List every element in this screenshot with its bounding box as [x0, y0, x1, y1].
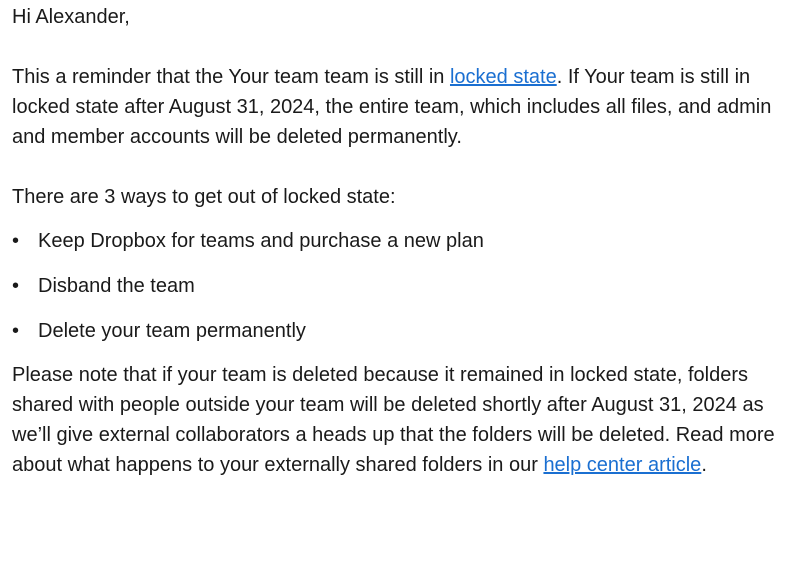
- reminder-text-start: This a reminder that the Your team team is still in: [12, 66, 450, 88]
- list-item: [12, 316, 792, 346]
- list-item-text: Delete your team permanently: [38, 320, 306, 342]
- ways-intro: There are 3 ways to get out of locked state:: [12, 186, 396, 208]
- locked-state-reminder: [12, 62, 792, 152]
- reminder-text-end: . If Your team is still in locked state after August 31, 2024, the entire team, which includes all files, and admin and member accounts will be deleted permanently.: [12, 66, 772, 148]
- greeting: Hi Alexander,: [12, 6, 130, 28]
- ways-list: [12, 226, 792, 346]
- list-item: [12, 226, 792, 256]
- help-center-article-link[interactable]: help center article: [543, 454, 702, 476]
- list-item: [12, 271, 792, 301]
- list-item-text: Disband the team: [38, 275, 195, 297]
- note-text-end: .: [701, 454, 707, 476]
- bullet: •: [12, 275, 20, 297]
- note-text-start: Please note that if your team is deleted because it remained in locked state, folders shared with people outside your team will be deleted shortly after August 31, 2024 as we’ll give external collaborators a heads up that the folders will be deleted. Read more about what happens to your externally shared folders in our: [12, 364, 775, 476]
- locked-state-link[interactable]: locked state: [449, 66, 557, 88]
- bullet: •: [12, 320, 20, 342]
- deletion-note: [12, 360, 792, 480]
- list-item-text: Keep Dropbox for teams and purchase a new plan: [38, 230, 484, 252]
- bullet: •: [12, 230, 20, 252]
